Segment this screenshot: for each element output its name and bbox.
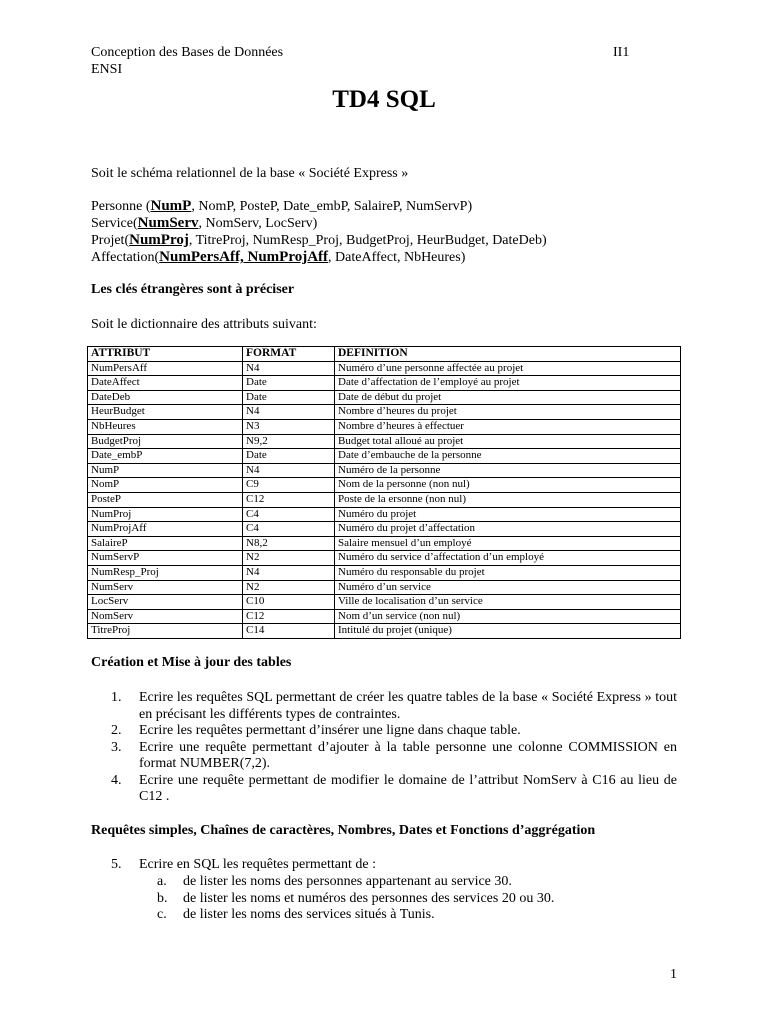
attribute-cell: NumResp_Proj bbox=[88, 565, 243, 580]
table-row bbox=[88, 565, 681, 580]
format-cell: N4 bbox=[243, 463, 335, 478]
sub-item: c. de lister les noms des services situés à Tunis. bbox=[157, 907, 435, 922]
attribute-cell: DateDeb bbox=[88, 390, 243, 405]
section1-heading: Création et Mise à jour des tables bbox=[91, 655, 292, 670]
sub-item: b. de lister les noms et numéros des personnes des services 20 ou 30. bbox=[157, 891, 555, 906]
fk-heading: Les clés étrangères sont à préciser bbox=[91, 282, 295, 297]
format-cell: C4 bbox=[243, 507, 335, 522]
intro-text: Soit le schéma relationnel de la base « Société Express » bbox=[91, 166, 409, 181]
schema-affectation: Affectation(NumPersAff, NumProjAff, DateAffect, NbHeures) bbox=[91, 249, 466, 265]
format-cell: C14 bbox=[243, 624, 335, 639]
table-row bbox=[88, 390, 681, 405]
table-row bbox=[88, 405, 681, 420]
table-row bbox=[88, 536, 681, 551]
section2-heading: Requêtes simples, Chaînes de caractères, Nombres, Dates et Fonctions d’aggrégation bbox=[91, 823, 596, 838]
list-item: 4. Ecrire une requête permettant de modifier le domaine de l’attribut NomServ à C16 au lieu de C12 . bbox=[111, 772, 677, 804]
header-level: II1 bbox=[613, 45, 630, 60]
definition-cell: Nom d’un service (non nul) bbox=[335, 609, 681, 624]
table-header-row bbox=[88, 347, 681, 362]
definition-cell: Numéro du service d’affectation d’un employé bbox=[335, 551, 681, 566]
format-cell: Date bbox=[243, 449, 335, 464]
column-header: FORMAT bbox=[243, 347, 335, 362]
definition-cell: Numéro d’une personne affectée au projet bbox=[335, 361, 681, 376]
relational-schema bbox=[91, 198, 547, 266]
definition-cell: Intitulé du projet (unique) bbox=[335, 624, 681, 639]
dictionary-intro: Soit le dictionnaire des attributs suivant: bbox=[91, 317, 317, 332]
column-header: ATTRIBUT bbox=[88, 347, 243, 362]
attribute-cell: HeurBudget bbox=[88, 405, 243, 420]
section1-list bbox=[91, 690, 677, 806]
format-cell: C10 bbox=[243, 595, 335, 610]
primary-key: NumProj bbox=[129, 232, 189, 248]
format-cell: C12 bbox=[243, 492, 335, 507]
schema-personne: Personne (NumP, NomP, PosteP, Date_embP, SalaireP, NumServP) bbox=[91, 198, 473, 214]
table-row bbox=[88, 478, 681, 493]
table-row bbox=[88, 595, 681, 610]
attribute-cell: NumProj bbox=[88, 507, 243, 522]
definition-cell: Nombre d’heures à effectuer bbox=[335, 419, 681, 434]
page-number: 1 bbox=[670, 967, 677, 982]
table-row bbox=[88, 522, 681, 537]
table-row bbox=[88, 624, 681, 639]
attribute-cell: NomP bbox=[88, 478, 243, 493]
format-cell: N9,2 bbox=[243, 434, 335, 449]
attribute-cell: BudgetProj bbox=[88, 434, 243, 449]
definition-cell: Nom de la personne (non nul) bbox=[335, 478, 681, 493]
table-row bbox=[88, 449, 681, 464]
definition-cell: Nombre d’heures du projet bbox=[335, 405, 681, 420]
definition-cell: Budget total alloué au projet bbox=[335, 434, 681, 449]
list-item: 2. Ecrire les requêtes permettant d’insérer une ligne dans chaque table. bbox=[111, 723, 521, 738]
format-cell: N4 bbox=[243, 565, 335, 580]
attribute-cell: NumProjAff bbox=[88, 522, 243, 537]
primary-key: NumP bbox=[150, 198, 192, 214]
list-item: 1. Ecrire les requêtes SQL permettant de créer les quatre tables de la base « Société Express » tout en précisant les différents types de contraintes. bbox=[111, 690, 677, 722]
primary-key: NumServ bbox=[137, 215, 199, 231]
format-cell: Date bbox=[243, 376, 335, 391]
definition-cell: Date d’embauche de la personne bbox=[335, 449, 681, 464]
definition-cell: Date de début du projet bbox=[335, 390, 681, 405]
attribute-cell: NumP bbox=[88, 463, 243, 478]
attribute-cell: NomServ bbox=[88, 609, 243, 624]
definition-cell: Numéro d’un service bbox=[335, 580, 681, 595]
format-cell: C12 bbox=[243, 609, 335, 624]
table-row bbox=[88, 434, 681, 449]
column-header: DEFINITION bbox=[335, 347, 681, 362]
definition-cell: Numéro du responsable du projet bbox=[335, 565, 681, 580]
definition-cell: Poste de la ersonne (non nul) bbox=[335, 492, 681, 507]
header-course: Conception des Bases de Données bbox=[91, 45, 284, 60]
table-row bbox=[88, 580, 681, 595]
attribute-cell: DateAffect bbox=[88, 376, 243, 391]
attribute-cell: PosteP bbox=[88, 492, 243, 507]
definition-cell: Date d’affectation de l’employé au projet bbox=[335, 376, 681, 391]
page-title: TD4 SQL bbox=[332, 86, 436, 113]
table-row bbox=[88, 361, 681, 376]
table-row bbox=[88, 492, 681, 507]
format-cell: N2 bbox=[243, 551, 335, 566]
schema-projet: Projet(NumProj, TitreProj, NumResp_Proj, BudgetProj, HeurBudget, DateDeb) bbox=[91, 232, 547, 248]
section2-list bbox=[91, 857, 677, 874]
attribute-cell: SalaireP bbox=[88, 536, 243, 551]
primary-key: NumPersAff, NumProjAff bbox=[159, 249, 329, 265]
format-cell: C9 bbox=[243, 478, 335, 493]
format-cell: C4 bbox=[243, 522, 335, 537]
list-item: 5. Ecrire en SQL les requêtes permettant de : bbox=[111, 857, 376, 872]
attribute-cell: LocServ bbox=[88, 595, 243, 610]
attribute-dictionary-table bbox=[87, 346, 681, 639]
table-row bbox=[88, 507, 681, 522]
table-row bbox=[88, 551, 681, 566]
format-cell: N4 bbox=[243, 361, 335, 376]
attribute-cell: NumServ bbox=[88, 580, 243, 595]
attribute-cell: TitreProj bbox=[88, 624, 243, 639]
definition-cell: Numéro du projet bbox=[335, 507, 681, 522]
definition-cell: Numéro de la personne bbox=[335, 463, 681, 478]
attribute-cell: NbHeures bbox=[88, 419, 243, 434]
format-cell: N8,2 bbox=[243, 536, 335, 551]
table-row bbox=[88, 609, 681, 624]
attribute-cell: NumPersAff bbox=[88, 361, 243, 376]
table-row bbox=[88, 463, 681, 478]
list-item: 3. Ecrire une requête permettant d’ajouter à la table personne une colonne COMMISSION en format NUMBER(7,2). bbox=[111, 739, 677, 771]
table-row bbox=[88, 419, 681, 434]
format-cell: N3 bbox=[243, 419, 335, 434]
definition-cell: Salaire mensuel d’un employé bbox=[335, 536, 681, 551]
sub-item: a. de lister les noms des personnes appartenant au service 30. bbox=[157, 874, 512, 889]
definition-cell: Ville de localisation d’un service bbox=[335, 595, 681, 610]
format-cell: N2 bbox=[243, 580, 335, 595]
schema-service: Service(NumServ, NomServ, LocServ) bbox=[91, 215, 318, 231]
attribute-cell: Date_embP bbox=[88, 449, 243, 464]
attribute-cell: NumServP bbox=[88, 551, 243, 566]
header-school: ENSI bbox=[91, 62, 123, 77]
definition-cell: Numéro du projet d’affectation bbox=[335, 522, 681, 537]
format-cell: Date bbox=[243, 390, 335, 405]
table-row bbox=[88, 376, 681, 391]
format-cell: N4 bbox=[243, 405, 335, 420]
